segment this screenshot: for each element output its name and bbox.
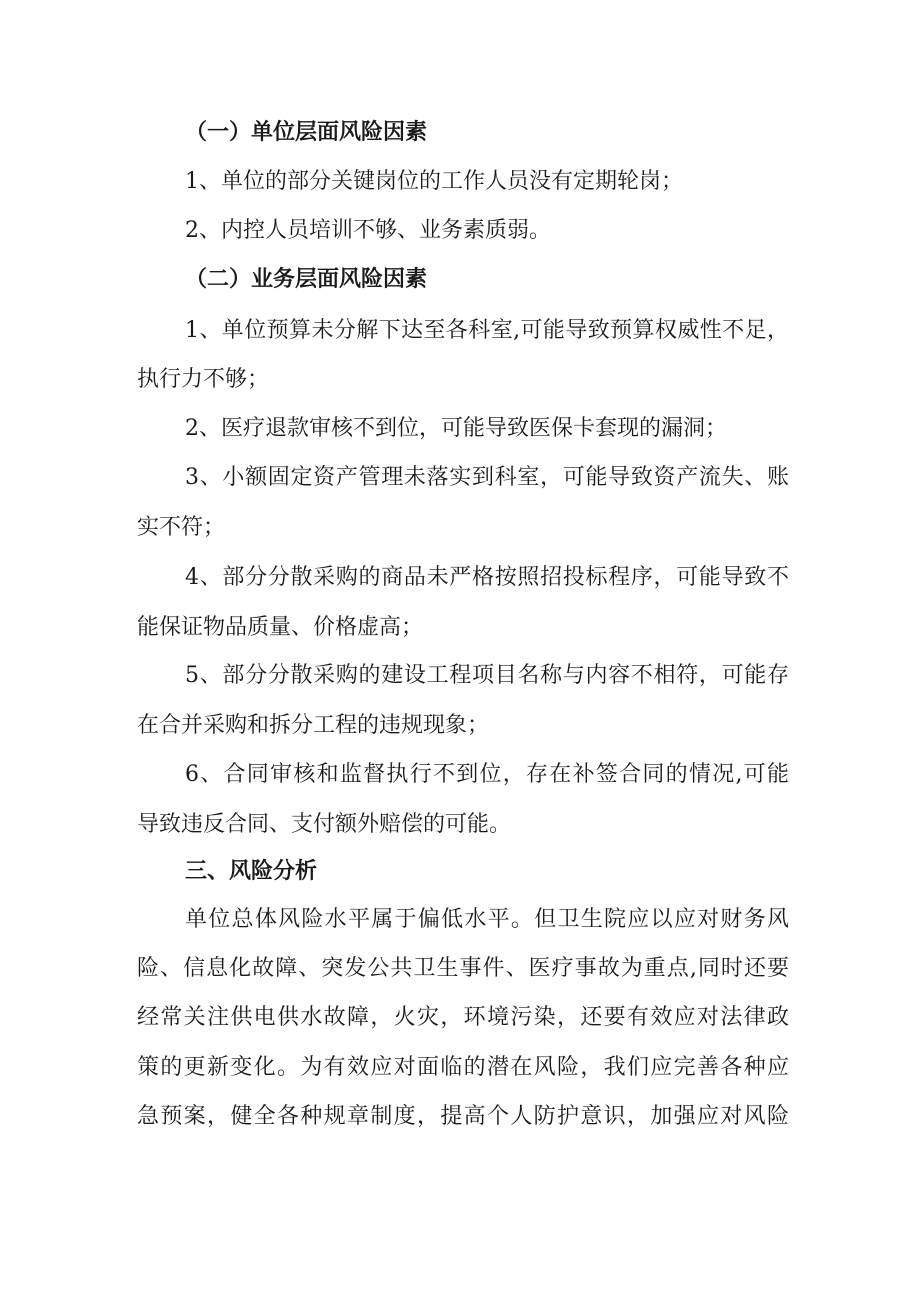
s2-item-1-line-1: 1、单位预算未分解下达至各科室,可能导致预算权威性不足， [185,318,789,343]
p3-line-1: 单位总体风险水平属于偏低水平。但卫生院应以应对财务风 [185,907,789,932]
s1-item-1: 1、单位的部分关键岗位的工作人员没有定期轮岗； [185,169,683,194]
p3-line-4: 策的更新变化。为有效应对面临的潜在风险，我们应完善各种应 [137,1055,789,1080]
s2-item-6-line-2: 导致违反合同、支付额外赔偿的可能。 [137,812,512,837]
section-heading-2: （二）业务层面风险因素 [185,267,428,292]
s2-item-4-line-2: 能保证物品质量、价格虚高； [137,615,424,640]
p3-line-2: 险、信息化故障、突发公共卫生事件、医疗事故为重点,同时还要 [137,956,789,981]
p3-line-3: 经常关注供电供水故障，火灾，环境污染，还要有效应对法律政 [137,1005,789,1030]
s2-item-3-line-1: 3、小额固定资产管理未落实到科室，可能导致资产流失、账 [185,465,789,490]
s1-item-2: 2、内控人员培训不够、业务素质弱。 [185,218,551,243]
s2-item-1-line-2: 执行力不够； [137,367,270,392]
section-heading-1: （一）单位层面风险因素 [185,120,428,145]
s2-item-6-line-1: 6、合同审核和监督执行不到位，存在补签合同的情况,可能 [185,762,789,787]
p3-line-5: 急预案，健全各种规章制度，提高个人防护意识，加强应对风险 [137,1104,789,1129]
s2-item-5-line-2: 在合并采购和拆分工程的违规现象； [137,713,490,738]
section-heading-3: 三、风险分析 [185,859,318,884]
s2-item-5-line-1: 5、部分分散采购的建设工程项目名称与内容不相符，可能存 [185,663,789,688]
s2-item-2: 2、医疗退款审核不到位，可能导致医保卡套现的漏洞； [185,416,727,441]
s2-item-3-line-2: 实不符； [137,515,226,540]
s2-item-4-line-1: 4、部分分散采购的商品未严格按照招投标程序，可能导致不 [185,565,789,590]
